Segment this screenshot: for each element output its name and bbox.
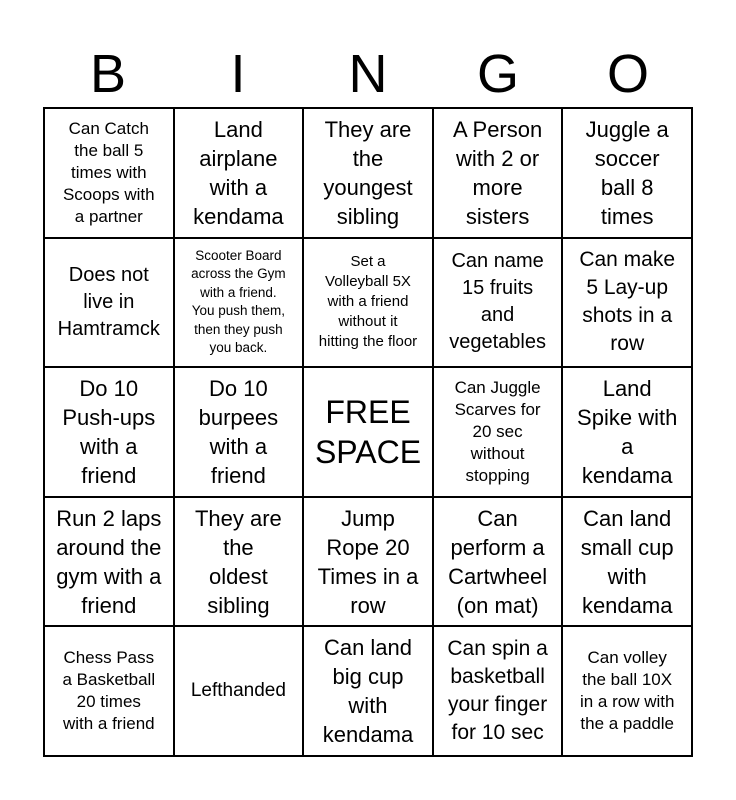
cell-text: Can name 15 fruits and vegetables bbox=[449, 250, 546, 354]
cell-text: Can Catch the ball 5 times with Scoops with a partner bbox=[62, 118, 155, 226]
cell-text: Juggle a soccer ball 8 times bbox=[585, 116, 669, 229]
bingo-cell[interactable] bbox=[433, 238, 563, 368]
cell-text: Jump Rope 20 Times in a row bbox=[317, 505, 419, 618]
cell-text: Can land big cup with kendama bbox=[322, 635, 414, 748]
bingo-cell[interactable] bbox=[303, 626, 433, 756]
cell-text: Can land small cup with kendama bbox=[580, 505, 674, 618]
cell-text: Land airplane with a kendama bbox=[193, 116, 284, 229]
bingo-cell[interactable] bbox=[303, 238, 433, 368]
cell-text: Scooter Board across the Gym with a friend. You push them, then they push you back. bbox=[191, 247, 286, 356]
bingo-cell[interactable] bbox=[433, 367, 563, 497]
bingo-cell[interactable] bbox=[433, 497, 563, 627]
cell-text: Can perform a Cartwheel (on mat) bbox=[448, 505, 548, 618]
cell-text: They are the youngest sibling bbox=[323, 116, 413, 229]
bingo-cell[interactable] bbox=[303, 497, 433, 627]
bingo-cell[interactable] bbox=[433, 108, 563, 238]
cell-text: Can volley the ball 10X in a row with the a paddle bbox=[579, 648, 675, 734]
bingo-cell[interactable] bbox=[433, 626, 563, 756]
header-letter-o: O bbox=[606, 44, 649, 104]
header-letter-g: G bbox=[476, 44, 519, 104]
bingo-cell[interactable] bbox=[562, 367, 692, 497]
cell-text: Chess Pass a Basketball 20 times with a friend bbox=[62, 648, 156, 734]
bingo-cell[interactable] bbox=[303, 108, 433, 238]
bingo-cell[interactable] bbox=[174, 626, 304, 756]
free-space-cell[interactable] bbox=[303, 367, 433, 497]
bingo-cell[interactable] bbox=[562, 238, 692, 368]
bingo-cell[interactable] bbox=[44, 238, 174, 368]
bingo-cell[interactable] bbox=[44, 108, 174, 238]
cell-text: Run 2 laps around the gym with a friend bbox=[56, 505, 162, 618]
cell-text: Can Juggle Scarves for 20 sec without stopping bbox=[454, 377, 541, 485]
cell-text: Do 10 burpees with a friend bbox=[198, 375, 279, 488]
bingo-card bbox=[43, 107, 693, 757]
header-letter-n: N bbox=[348, 44, 388, 104]
header-letter-i: I bbox=[230, 44, 246, 104]
bingo-cell[interactable] bbox=[562, 108, 692, 238]
cell-text: Lefthanded bbox=[190, 680, 286, 702]
bingo-cell[interactable] bbox=[44, 626, 174, 756]
cell-text: They are the oldest sibling bbox=[194, 505, 282, 618]
bingo-cell[interactable] bbox=[562, 626, 692, 756]
bingo-cell[interactable] bbox=[562, 497, 692, 627]
cell-text: Land Spike with a kendama bbox=[577, 375, 678, 488]
free-space-text: FREE SPACE bbox=[314, 393, 422, 470]
bingo-cell[interactable] bbox=[174, 367, 304, 497]
header-letter-b: B bbox=[89, 44, 127, 104]
bingo-cell[interactable] bbox=[174, 108, 304, 238]
cell-text: Do 10 Push-ups with a friend bbox=[62, 375, 156, 488]
bingo-cell[interactable] bbox=[44, 497, 174, 627]
bingo-cell[interactable] bbox=[174, 238, 304, 368]
cell-text: Can make 5 Lay-up shots in a row bbox=[579, 248, 676, 356]
bingo-header bbox=[43, 44, 693, 104]
cell-text: Does not live in Hamtramck bbox=[57, 263, 160, 340]
bingo-cell[interactable] bbox=[44, 367, 174, 497]
cell-text: Can spin a basketball your finger for 10 sec bbox=[447, 637, 548, 745]
cell-text: A Person with 2 or more sisters bbox=[452, 116, 543, 229]
bingo-cell[interactable] bbox=[174, 497, 304, 627]
cell-text: Set a Volleyball 5X with a friend without it hitting the floor bbox=[318, 253, 418, 351]
